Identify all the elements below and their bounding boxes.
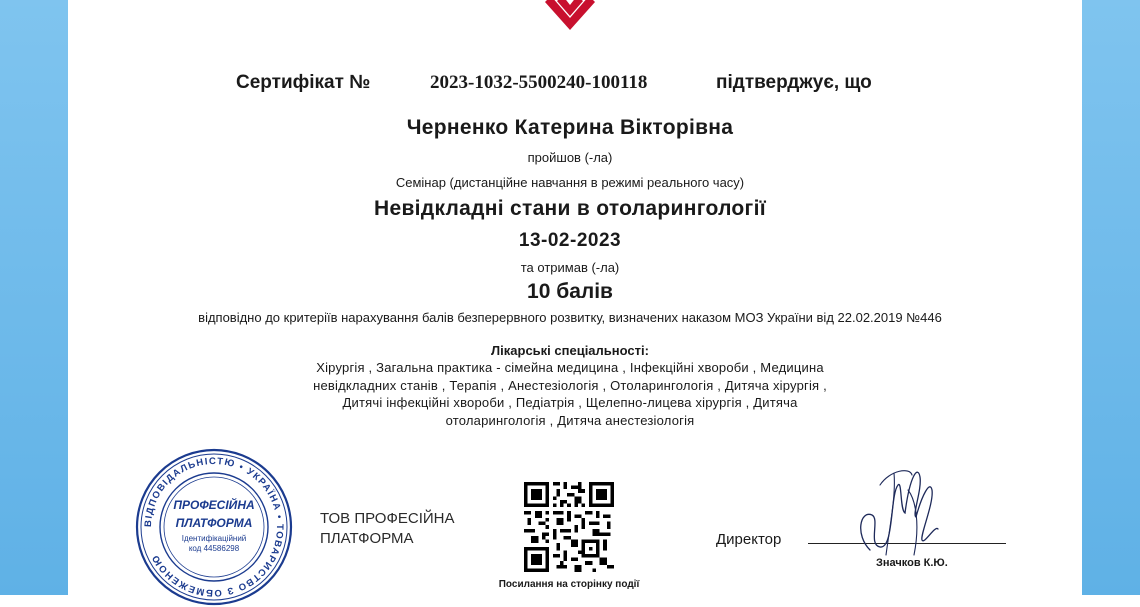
passed-text: пройшов (-ла) bbox=[527, 150, 613, 165]
stamp-ring-text: ВІДПОВІДАЛЬНІСТЮ • УКРАЇНА • ТОВАРИСТВО З ОБМЕЖЕНОЮ bbox=[142, 455, 286, 599]
qr-code[interactable] bbox=[524, 482, 614, 572]
director-label: Директор bbox=[716, 531, 782, 548]
company-name-line2: ПЛАТФОРМА bbox=[320, 530, 414, 547]
specialties-line: невідкладних станів , Терапія , Анестезіологія , Отоларингологія , Дитяча хірургія , bbox=[313, 377, 827, 393]
stamp-ident-label: Ідентифікаційний bbox=[181, 534, 247, 543]
points-value: 10 балів bbox=[527, 280, 613, 303]
company-name bbox=[320, 509, 500, 549]
criteria-text: відповідно до критеріїв нарахування балів безперервного розвитку, визначених наказом МОЗ України від 22.02.2019 №446 bbox=[198, 310, 942, 325]
certificate-number-row bbox=[0, 72, 1140, 96]
stamp-center-line1: ПРОФЕСІЙНА bbox=[173, 498, 255, 512]
certificate-number: 2023-1032-5500240-100118 bbox=[430, 72, 648, 93]
specialties-line: Хірургія , Загальна практика - сімейна медицина , Інфекційні хвороби , Медицина bbox=[316, 360, 824, 375]
event-type: Семінар (дистанційне навчання в режимі реального часу) bbox=[395, 175, 745, 190]
confirms-text: підтверджує, що bbox=[716, 72, 872, 93]
event-date: 13-02-2023 bbox=[518, 230, 622, 251]
event-title: Невідкладні стани в отоларингології bbox=[374, 197, 766, 220]
specialties-heading: Лікарські спеціальності: bbox=[491, 343, 649, 358]
company-name-line1: ТОВ ПРОФЕСІЙНА bbox=[320, 510, 455, 527]
received-text: та отримав (-ла) bbox=[520, 260, 620, 275]
qr-caption: Посилання на сторінку події bbox=[498, 579, 640, 590]
specialties-line: отоларингологія , Дитяча анестезіологія bbox=[445, 412, 695, 428]
signer-name: Значков К.Ю. bbox=[876, 557, 948, 569]
stamp-center-line2: ПЛАТФОРМА bbox=[175, 516, 253, 530]
certificate-number-label: Сертифікат № bbox=[236, 72, 371, 93]
recipient-name: Черненко Катерина Вікторівна bbox=[406, 116, 734, 139]
logo-icon bbox=[537, 0, 603, 30]
specialties-list bbox=[240, 359, 900, 429]
company-stamp bbox=[134, 447, 294, 607]
specialties-line: Дитячі інфекційні хвороби , Педіатрія , Щелепно-лицева хірургія , Дитяча bbox=[342, 395, 798, 410]
stamp-code: код 44586298 bbox=[188, 544, 240, 553]
